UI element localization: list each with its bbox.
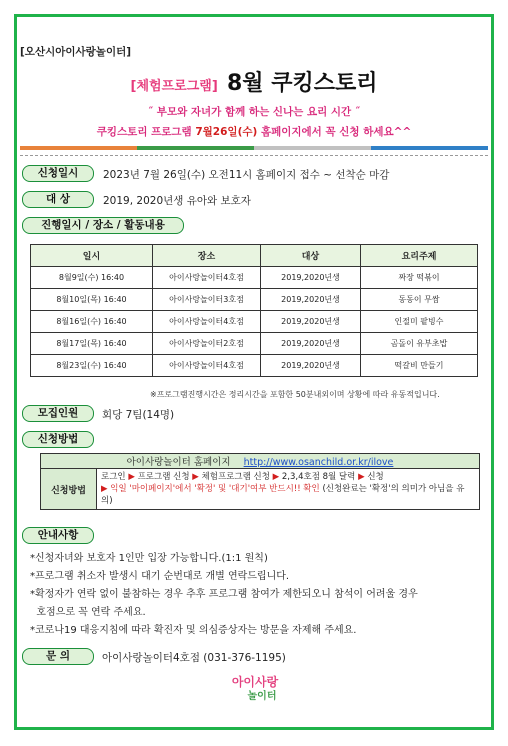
cell-topic: 짜장 떡볶이 bbox=[361, 267, 478, 289]
stripe-orange bbox=[20, 146, 137, 150]
confirm-warning: 익일 '마이페이지'에서 '확정' 및 '대기'여부 반드시!! 확인 bbox=[110, 484, 320, 494]
contact-label: 문 의 bbox=[22, 648, 94, 665]
schedule-label: 진행일시 / 장소 / 활동내용 bbox=[22, 217, 184, 234]
stripe-green bbox=[137, 146, 254, 150]
target-label: 대 상 bbox=[22, 191, 94, 208]
apply-steps bbox=[97, 469, 480, 510]
step-program: 프로그램 신청 bbox=[137, 472, 190, 482]
step-calendar: 2,3,4호점 8월 달력 bbox=[281, 472, 356, 482]
apply-method-table bbox=[40, 453, 480, 510]
site-label: 아이사랑놀이터 홈페이지 bbox=[126, 457, 231, 468]
stripe-gray bbox=[254, 146, 371, 150]
page-title bbox=[0, 66, 508, 97]
divider bbox=[20, 155, 488, 156]
arrow-right-icon: ▶ bbox=[272, 472, 280, 482]
notice-date: 7월26일(수) bbox=[195, 126, 258, 138]
title-category: 체험프로그램 bbox=[136, 79, 212, 94]
organization-label: [오산시아이사랑놀이터] bbox=[20, 46, 132, 58]
notice-prefix: 쿠킹스토리 프로그램 bbox=[96, 126, 196, 138]
title-bracket-close: ] bbox=[211, 79, 218, 94]
step-experience: 체험프로그램 신청 bbox=[201, 472, 270, 482]
cell-datetime: 8월23일(수) 16:40 bbox=[31, 355, 153, 377]
arrow-right-icon: ▶ bbox=[192, 472, 199, 482]
schedule-table bbox=[30, 244, 478, 377]
table-row bbox=[31, 355, 478, 377]
ilove-logo bbox=[210, 673, 300, 701]
cell-place: 아이사랑놀이터4호점 bbox=[153, 355, 261, 377]
col-header-datetime: 일시 bbox=[31, 245, 153, 267]
recruit-value: 회당 7팀(14명) bbox=[102, 409, 175, 421]
cell-place: 아이사랑놀이터3호점 bbox=[153, 289, 261, 311]
guide-label: 안내사항 bbox=[22, 527, 94, 544]
cell-target: 2019,2020년생 bbox=[261, 289, 361, 311]
table-row bbox=[31, 311, 478, 333]
apply-date-label: 신청일시 bbox=[22, 165, 94, 182]
cell-target: 2019,2020년생 bbox=[261, 267, 361, 289]
contact-value: 아이사랑놀이터4호점 (031-376-1195) bbox=[102, 652, 286, 664]
confirm-note: (신청완료는 '확정'의 의미가 아님을 유의) bbox=[101, 484, 465, 506]
schedule-footnote: ※프로그램진행시간은 정리시간을 포함한 50분내외이며 상황에 따라 유동적입니다. bbox=[150, 390, 440, 399]
apply-row-label: 신청방법 bbox=[41, 469, 97, 510]
step-login: 로그인 bbox=[101, 472, 126, 482]
cell-topic: 동동이 무쌈 bbox=[361, 289, 478, 311]
list-item: *프로그램 취소자 발생시 대기 순번대로 개별 연락드립니다. bbox=[30, 571, 290, 582]
cell-topic: 인절미 팥빙수 bbox=[361, 311, 478, 333]
title-bracket-open: [ bbox=[130, 79, 137, 94]
logo-line1: 아이사랑 bbox=[231, 675, 279, 689]
registration-notice bbox=[0, 124, 508, 139]
stripe-blue bbox=[371, 146, 488, 150]
col-header-topic: 요리주제 bbox=[361, 245, 478, 267]
list-item: 호점으로 꼭 연락 주세요. bbox=[30, 607, 146, 618]
homepage-link[interactable]: http://www.osanchild.or.kr/ilove bbox=[243, 457, 394, 468]
target-value: 2019, 2020년생 유아와 보호자 bbox=[103, 195, 251, 207]
notice-suffix: 홈페이지에서 꼭 신청 하세요^^ bbox=[257, 126, 412, 138]
cell-topic: 떡갈비 만들기 bbox=[361, 355, 478, 377]
apply-site-row bbox=[41, 454, 480, 469]
arrow-right-icon: ▶ bbox=[358, 472, 365, 482]
cell-topic: 곰돌이 유부초밥 bbox=[361, 333, 478, 355]
cell-datetime: 8월16일(수) 16:40 bbox=[31, 311, 153, 333]
step-apply: 신청 bbox=[367, 472, 384, 482]
col-header-target: 대상 bbox=[261, 245, 361, 267]
col-header-place: 장소 bbox=[153, 245, 261, 267]
cell-datetime: 8월10일(목) 16:40 bbox=[31, 289, 153, 311]
arrow-right-icon: ▶ bbox=[128, 472, 135, 482]
cell-target: 2019,2020년생 bbox=[261, 333, 361, 355]
method-label: 신청방법 bbox=[22, 431, 94, 448]
list-item: *신청자녀와 보호자 1인만 입장 가능합니다.(1:1 원칙) bbox=[30, 553, 268, 564]
cell-target: 2019,2020년생 bbox=[261, 311, 361, 333]
cell-datetime: 8월17일(목) 16:40 bbox=[31, 333, 153, 355]
list-item: *확정자가 연락 없이 불참하는 경우 추후 프로그램 참여가 제한되오니 참석이 어려울 경우 bbox=[30, 589, 418, 600]
list-item: *코로나19 대응지침에 따라 확진자 및 의심증상자는 방문을 자제해 주세요. bbox=[30, 625, 357, 636]
cell-datetime: 8월9일(수) 16:40 bbox=[31, 267, 153, 289]
apply-date-value: 2023년 7월 26일(수) 오전11시 홈페이지 접수 ~ 선착순 마감 bbox=[103, 169, 390, 181]
color-stripe bbox=[20, 146, 488, 150]
table-row bbox=[31, 267, 478, 289]
cell-place: 아이사랑놀이터2호점 bbox=[153, 333, 261, 355]
arrow-right-icon: ▶ bbox=[101, 484, 108, 494]
cell-place: 아이사랑놀이터4호점 bbox=[153, 267, 261, 289]
recruit-label: 모집인원 bbox=[22, 405, 94, 422]
table-row bbox=[31, 333, 478, 355]
tagline: ˝ 부모와 자녀가 함께 하는 신나는 요리 시간 ˝ bbox=[147, 106, 361, 118]
logo-line2: 놀이터 bbox=[247, 691, 277, 701]
schedule-header-row bbox=[31, 245, 478, 267]
guide-list bbox=[30, 550, 490, 640]
cell-place: 아이사랑놀이터4호점 bbox=[153, 311, 261, 333]
title-main: 8월 쿠킹스토리 bbox=[226, 71, 378, 96]
cell-target: 2019,2020년생 bbox=[261, 355, 361, 377]
table-row bbox=[31, 289, 478, 311]
